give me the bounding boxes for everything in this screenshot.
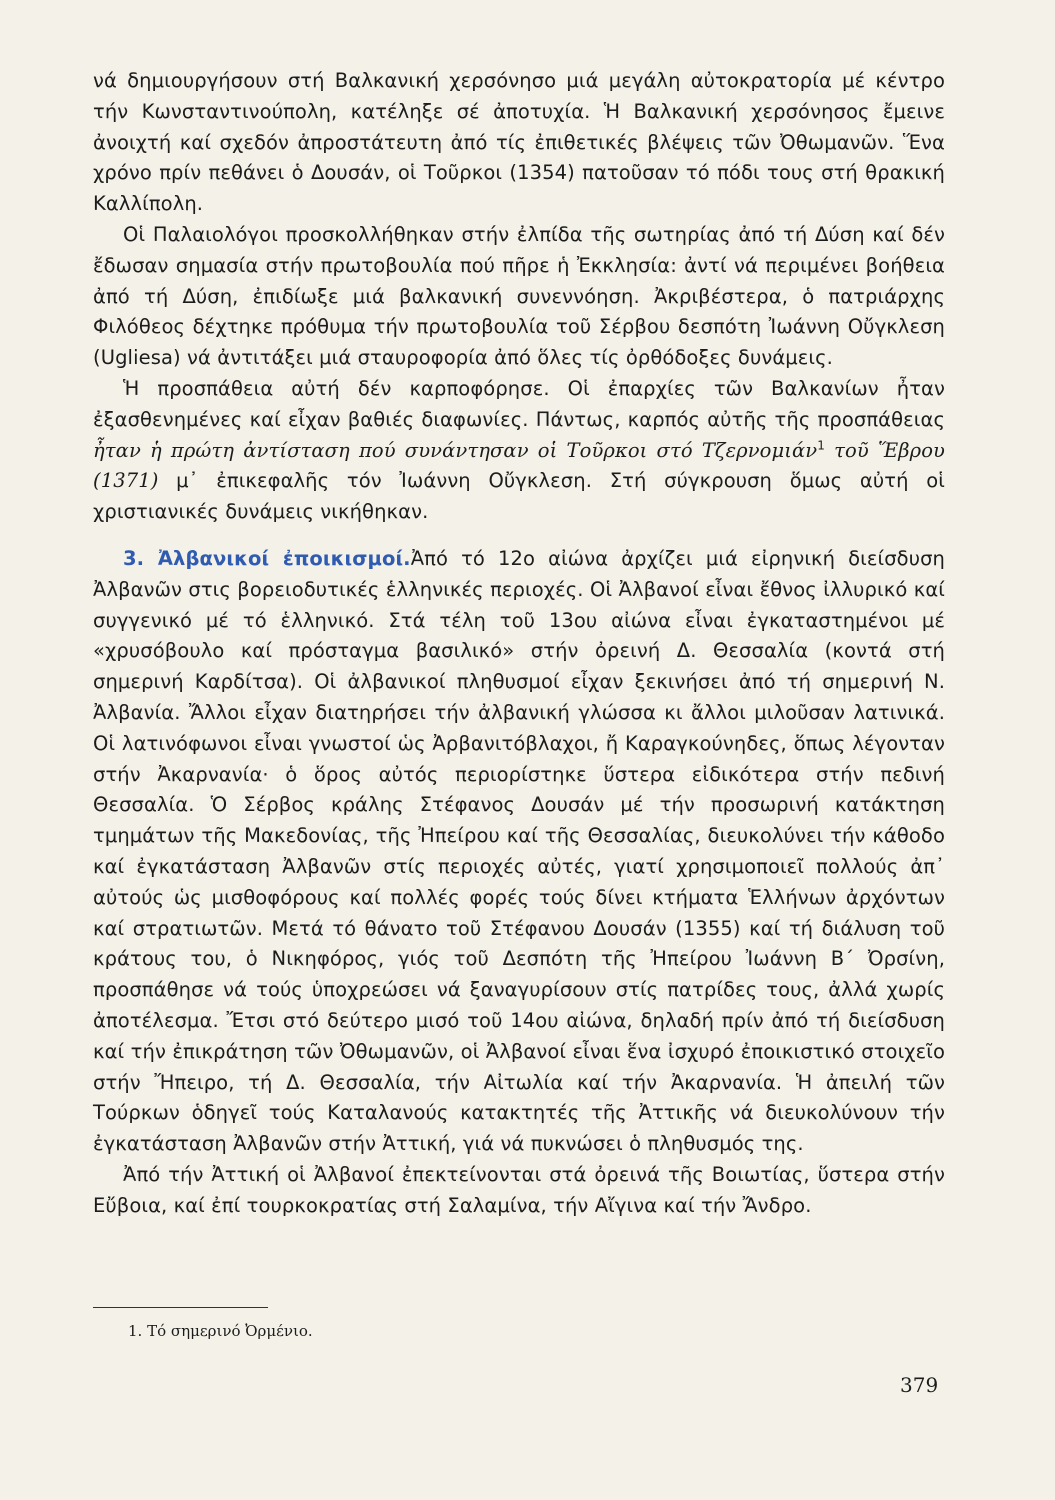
page-number: 379 xyxy=(900,1373,939,1397)
body-text xyxy=(93,66,945,1221)
section-heading: 3. Ἀλβανικοί ἐποικισμοί. xyxy=(123,546,411,570)
footnote: 1. Τό σημερινό Ὀρμένιο. xyxy=(128,1322,313,1340)
footnote-marker[interactable]: 1 xyxy=(817,438,826,453)
paragraph-3-text-b: μ᾿ ἐπικεφαλῆς τόν Ἰωάννη Οὔγκλεση. Στή σύγκρουση ὅμως αὐτή οἱ χριστιανικές δυνάμεις νικήθηκαν. xyxy=(93,469,945,524)
paragraph-1: νά δημιουργήσουν στή Βαλκανική χερσόνησο μιά μεγάλη αὐτοκρατορία μέ κέντρο τήν Κωνσταντινούπολη, κατέληξε σέ ἀποτυχία. Ἡ Βαλκανική χερσόνησος ἔμεινε ἀνοιχτή καί σχεδόν ἀπροστάτευτη ἀπό τίς ἐπιθετικές βλέψεις τῶν Ὀθωμανῶν. Ἕνα χρόνο πρίν πεθάνει ὁ Δουσάν, οἱ Τοῦρκοι (1354) πατοῦσαν τό πόδι τους στή θρακική Καλλίπολη. xyxy=(93,69,945,216)
footnote-divider xyxy=(93,1307,268,1308)
paragraph-3-text-a: Ἡ προσπάθεια αὐτή δέν καρποφόρησε. Οἱ ἐπαρχίες τῶν Βαλκανίων ἦταν ἐξασθενημένες καί εἶχαν βαθιές διαφωνίες. Πάντως, καρπός αὐτῆς τῆς προσπάθειας xyxy=(93,376,945,431)
paragraph-3-italic-2: τοῦ Ἕβρου (1371) xyxy=(93,438,945,493)
paragraph-3 xyxy=(93,374,945,528)
paragraph-2: Οἱ Παλαιολόγοι προσκολλήθηκαν στήν ἐλπίδα τῆς σωτηρίας ἀπό τή Δύση καί δέν ἔδωσαν σημασία στήν πρωτοβουλία πού πῆρε ἡ Ἐκκλησία: ἀντί νά περιμένει βοήθεια ἀπό τή Δύση, ἐπιδίωξε μιά βαλκανική συνεννόηση. Ἀκριβέστερα, ὁ πατριάρχης Φιλόθεος δέχτηκε πρόθυμα τήν πρωτοβουλία τοῦ Σέρβου δεσπότη Ἰωάννη Οὔγκλεση (Ugliesa) νά ἀντιτάξει μιά σταυροφορία ἀπό ὅλες τίς ὀρθόδοξες δυνάμεις. xyxy=(93,222,945,370)
paragraph-3-italic: ἦταν ἡ πρώτη ἀντίσταση πού συνάντησαν οἱ Τοῦρκοι στό Τζερνομιάν xyxy=(93,438,818,462)
paragraph-4-text: Ἀπό τό 12ο αἰώνα ἀρχίζει μιά εἰρηνική διείσδυση Ἀλβανῶν στις βορειοδυτικές ἑλληνικές περιοχές. Οἱ Ἀλβανοί εἶναι ἔθνος ἰλλυρικό καί συγγενικό μέ τό ἑλληνικό. Στά τέλη τοῦ 13ου αἰώνα εἶναι ἐγκαταστημένοι μέ «χρυσόβουλο καί πρόσταγμα βασιλικό» στήν ὀρεινή Δ. Θεσσαλία (κοντά στή σημερινή Καρδίτσα). Οἱ ἀλβανικοί πληθυσμοί εἶχαν ξεκινήσει ἀπό τή σημερινή Ν. Ἀλβανία. Ἄλλοι εἶχαν διατηρήσει τήν ἀλβανική γλώσσα κι ἄλλοι μιλοῦσαν λατινικά. Οἱ λατινόφωνοι εἶναι γνωστοί ὡς Ἀρβανιτόβλαχοι, ἤ Καραγκούνηδες, ὅπως λέγονταν στήν Ἀκαρνανία· ὁ ὅρος αὐτός περιορίστηκε ὕστερα εἰδικότερα στήν πεδινή Θεσσαλία. Ὁ Σέρβος κράλης Στέφανος Δουσάν μέ τήν προσωρινή κατάκτηση τμημάτων τῆς Μακεδονίας, τῆς Ἠπείρου καί τῆς Θεσσαλίας, διευκολύνει τήν κάθοδο καί ἐγκατάσταση Ἀλβανῶν στίς περιοχές αὐτές, γιατί χρησιμοποιεῖ πολλούς ἀπ᾿ αὐτούς ὡς μισθοφόρους καί πολλές φορές τούς δίνει κτήματα Ἑλλήνων ἀρχόντων καί στρατιωτῶν. Μετά τό θάνατο τοῦ Στέφανου Δουσάν (1355) καί τή διάλυση τοῦ κράτους του, ὁ Νικηφόρος, γιός τοῦ Δεσπότη τῆς Ἠπείρου Ἰωάννη Β΄ Ὀρσίνη, προσπάθησε νά τούς ὑποχρεώσει νά ξαναγυρίσουν στίς πατρίδες τους, ἀλλά χωρίς ἀποτέλεσμα. Ἔτσι στό δεύτερο μισό τοῦ 14ου αἰώνα, δηλαδή πρίν ἀπό τή διείσδυση καί τήν ἐπικράτηση τῶν Ὀθωμανῶν, οἱ Ἀλβανοί εἶναι ἕνα ἰσχυρό ἐποικιστικό στοιχεῖο στήν Ἤπειρο, τή Δ. Θεσσαλία, τήν Αἰτωλία καί τήν Ἀκαρνανία. Ἡ ἀπειλή τῶν Τούρκων ὁδηγεῖ τούς Καταλανούς κατακτητές τῆς Ἀττικῆς νά διευκολύνουν τήν ἐγκατάσταση Ἀλβανῶν στήν Ἀττική, γιά νά πυκνώσει ὁ πληθυσμός της. xyxy=(93,546,945,1156)
paragraph-5: Ἀπό τήν Ἀττική οἱ Ἀλβανοί ἐπεκτείνονται στά ὀρεινά τῆς Βοιωτίας, ὕστερα στήν Εὔβοια, καί ἐπί τουρκοκρατίας στή Σαλαμίνα, τήν Αἴγινα καί τήν Ἄνδρο. xyxy=(93,1162,945,1217)
paragraph-4 xyxy=(93,544,945,1160)
